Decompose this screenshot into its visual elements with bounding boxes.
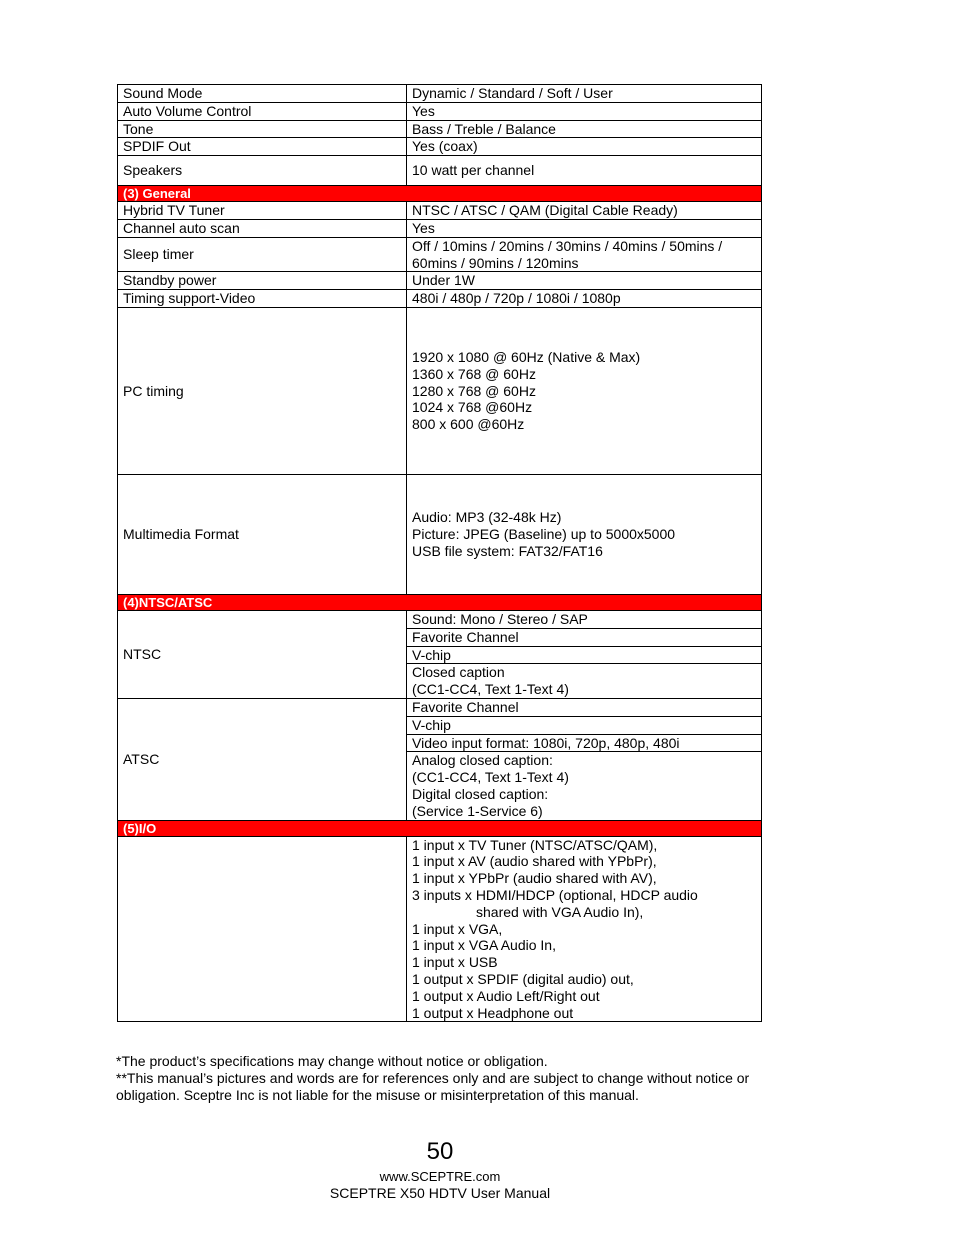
spec-label: Timing support-Video: [118, 290, 407, 308]
value-line: 1360 x 768 @ 60Hz: [412, 365, 536, 382]
specifications-table: [117, 84, 762, 1022]
value-line: Audio: MP3 (32-48k Hz): [412, 509, 562, 526]
page-footer: [0, 1168, 880, 1202]
spec-row-sleep-timer: [118, 237, 762, 272]
value-line: 1024 x 768 @60Hz: [412, 399, 533, 416]
value-line: 1 output x SPDIF (digital audio) out,: [412, 970, 634, 987]
value-line: 1 input x TV Tuner (NTSC/ATSC/QAM),: [412, 836, 658, 853]
value-line: 1 output x Headphone out: [412, 1004, 574, 1021]
spec-row-atsc: [118, 698, 762, 716]
value-line: 1920 x 1080 @ 60Hz (Native & Max): [412, 348, 641, 365]
value-line: (CC1-CC4, Text 1-Text 4): [412, 769, 569, 786]
spec-value: [407, 237, 762, 272]
value-line: Digital closed caption:: [412, 785, 549, 802]
value-line: 60mins / 90mins / 120mins: [412, 254, 579, 271]
spec-row-pc-timing: [118, 307, 762, 474]
spec-value: Bass / Treble / Balance: [407, 120, 762, 138]
spec-row-hybrid-tuner: [118, 202, 762, 220]
disclaimer-line: *The product’s specifications may change without notice or obligation.: [116, 1053, 548, 1069]
disclaimer-line: **This manual’s pictures and words are for references only and are subject to change without notice or obligation. Sceptre Inc is not liable for the misuse or misinterpretation of this manual.: [116, 1069, 750, 1103]
spec-value: Yes (coax): [407, 138, 762, 156]
value-line: Closed caption: [412, 664, 505, 681]
spec-value: Dynamic / Standard / Soft / User: [407, 85, 762, 103]
value-line: (Service 1-Service 6): [412, 802, 543, 819]
spec-label: Standby power: [118, 272, 407, 290]
spec-row-ntsc: [118, 610, 762, 628]
spec-label: ATSC: [118, 698, 407, 820]
value-line: 1 output x Audio Left/Right out: [412, 987, 600, 1004]
value-line: (CC1-CC4, Text 1-Text 4): [412, 681, 569, 698]
spec-label: Tone: [118, 120, 407, 138]
spec-value: [407, 307, 762, 474]
spec-value: V-chip: [407, 646, 762, 664]
value-line: 3 inputs x HDMI/HDCP (optional, HDCP audio: [412, 886, 698, 903]
value-line: 1 input x VGA Audio In,: [412, 937, 556, 954]
spec-label: PC timing: [118, 307, 407, 474]
spec-row-spdif: [118, 138, 762, 156]
footer-manual-title: SCEPTRE X50 HDTV User Manual: [329, 1185, 551, 1201]
section-title: (3) General: [118, 186, 762, 202]
section-header-general: [118, 186, 762, 202]
section-header-ntsc-atsc: [118, 594, 762, 610]
section-title: (4)NTSC/ATSC: [118, 594, 762, 610]
spec-row-sound-mode: [118, 85, 762, 103]
spec-row-channel-auto-scan: [118, 219, 762, 237]
spec-label: Sleep timer: [118, 237, 407, 272]
section-title: (5)I/O: [118, 820, 762, 836]
spec-value: [407, 752, 762, 820]
spec-value: Under 1W: [407, 272, 762, 290]
disclaimer-notes: [116, 1053, 766, 1103]
value-line: USB file system: FAT32/FAT16: [412, 542, 603, 559]
spec-label: Channel auto scan: [118, 219, 407, 237]
value-line: Picture: JPEG (Baseline) up to 5000x5000: [412, 526, 676, 543]
spec-label: SPDIF Out: [118, 138, 407, 156]
value-line: Off / 10mins / 20mins / 30mins / 40mins / 50mins /: [412, 237, 723, 254]
spec-value: [407, 664, 762, 699]
value-line: 1 input x VGA,: [412, 920, 503, 937]
spec-row-tone: [118, 120, 762, 138]
spec-label: Hybrid TV Tuner: [118, 202, 407, 220]
spec-row-timing-video: [118, 290, 762, 308]
spec-value: Yes: [407, 219, 762, 237]
spec-label: Auto Volume Control: [118, 102, 407, 120]
spec-label: Speakers: [118, 156, 407, 186]
spec-value: NTSC / ATSC / QAM (Digital Cable Ready): [407, 202, 762, 220]
spec-label: Sound Mode: [118, 85, 407, 103]
spec-value: Video input format: 1080i, 720p, 480p, 480i: [407, 734, 762, 752]
value-line: 1 input x AV (audio shared with YPbPr),: [412, 853, 657, 870]
spec-value: Favorite Channel: [407, 698, 762, 716]
spec-value: [407, 836, 762, 1022]
spec-row-standby-power: [118, 272, 762, 290]
spec-value: [407, 474, 762, 594]
spec-label: Multimedia Format: [118, 474, 407, 594]
spec-row-auto-volume: [118, 102, 762, 120]
section-header-io: [118, 820, 762, 836]
value-line: 1280 x 768 @ 60Hz: [412, 382, 536, 399]
spec-value: 10 watt per channel: [407, 156, 762, 186]
spec-row-io: [118, 836, 762, 1022]
spec-label: NTSC: [118, 610, 407, 698]
value-line: 1 input x YPbPr (audio shared with AV),: [412, 870, 657, 887]
spec-row-multimedia-format: [118, 474, 762, 594]
spec-value: Yes: [407, 102, 762, 120]
value-line: 1 input x USB: [412, 954, 498, 971]
spec-value: 480i / 480p / 720p / 1080i / 1080p: [407, 290, 762, 308]
spec-row-speakers: [118, 156, 762, 186]
value-line: 800 x 600 @60Hz: [412, 416, 525, 433]
spec-value: Favorite Channel: [407, 628, 762, 646]
value-line: Analog closed caption:: [412, 752, 553, 769]
spec-label-empty: [118, 836, 407, 1022]
value-line: shared with VGA Audio In),: [476, 903, 644, 920]
footer-website: www.SCEPTRE.com: [379, 1169, 501, 1184]
spec-value: Sound: Mono / Stereo / SAP: [407, 610, 762, 628]
spec-value: V-chip: [407, 716, 762, 734]
page-number: 50: [426, 1138, 454, 1165]
